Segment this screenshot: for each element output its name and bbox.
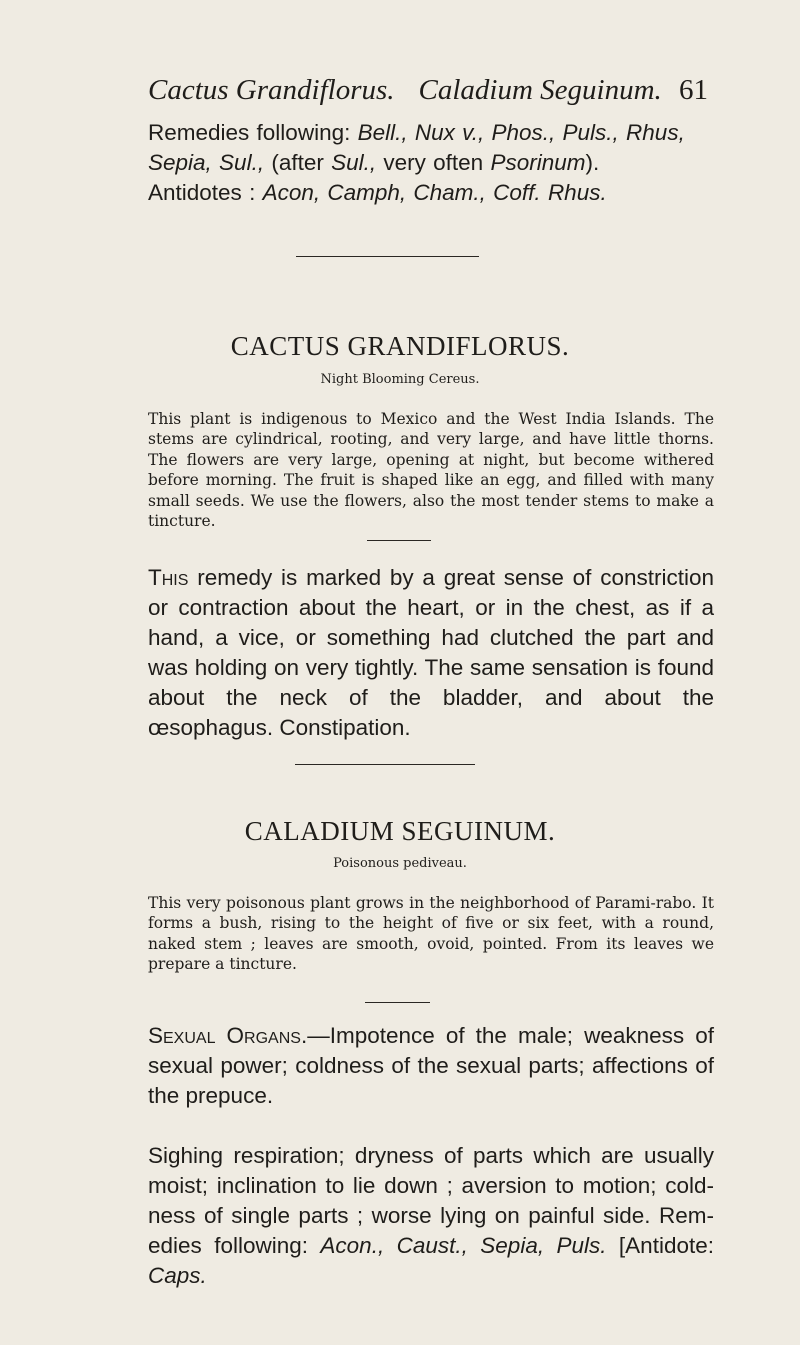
section-divider	[296, 256, 479, 257]
remedies-paragraph	[148, 118, 714, 208]
remedies-label: Remedies following:	[148, 120, 358, 145]
caladium-description: This very poisonous plant grows in the neighborhood of Parami-rabo. It forms a bush, rising to the height of five or six feet, with a round, naked stem ; leaves are smooth, ovoid, pointed. From its leaves we prepare a tincture.	[148, 894, 714, 974]
running-title-cactus: Cactus Grandiflorus.	[148, 74, 395, 106]
short-divider	[365, 1002, 430, 1003]
sexual-organs-paragraph	[148, 1021, 714, 1111]
running-title-caladium: Caladium Seguinum.	[418, 74, 662, 106]
antidotes-list: Acon, Camph, Cham., Coff. Rhus.	[262, 180, 607, 205]
cactus-description: This plant is indigenous to Mexico and the West India Islands. The stems are cylindrical, rooting, and very large, and have little thorns. The flowers are very large, opening at night, but become withered before morning. The fruit is shaped like an egg, and filled with many small seeds. We use the flowers, also the most tender stems to make a tincture.	[148, 410, 714, 531]
antidote-item: Caps.	[148, 1263, 207, 1288]
cactus-title: CACTUS GRANDIFLORUS.	[230, 331, 570, 361]
cactus-subtitle: Night Blooming Cereus.	[320, 372, 480, 387]
sexual-organs-text: —Impotence of the male; weakness of sexual power; coldness of the sexual parts; affections of the prepuce.	[148, 1023, 714, 1108]
sexual-organs-heading: Sexual Organs.	[148, 1023, 308, 1048]
remedies-psorinum: Psorinum	[490, 150, 586, 175]
remedies-mid: very often	[376, 150, 491, 175]
antidotes-label: Antidotes :	[148, 180, 263, 205]
sighing-text: Sighing respiration; dryness of parts which are usually moist; inclination to lie down ; aversion to motion; cold-ness of single parts ; worse lying on painful side. Rem-edies following:	[148, 1143, 714, 1258]
running-header	[148, 74, 708, 107]
cactus-symptoms	[148, 563, 714, 743]
running-title	[148, 74, 662, 107]
sighing-paragraph	[148, 1141, 714, 1291]
remedies-close: ).	[585, 150, 600, 175]
symptoms-lead: This	[148, 565, 189, 590]
page-number: 61	[679, 74, 708, 106]
caladium-remedies-list: Acon., Caust., Sepia, Puls.	[320, 1233, 607, 1258]
section-divider	[295, 764, 475, 765]
caladium-title: CALADIUM SEGUINUM.	[244, 816, 556, 846]
remedies-after-open: (after	[264, 150, 332, 175]
symptoms-text: remedy is marked by a great sense of constriction or contraction about the heart, or in the chest, as if a hand, a vice, or something had clutched the part and was holding on very tightly. The same sensation is found about the neck of the bladder, and about the œsophagus. Constipation.	[148, 565, 714, 740]
remedies-after-item: Sul.,	[331, 150, 377, 175]
short-divider	[367, 540, 431, 541]
caladium-subtitle: Poisonous pediveau.	[333, 856, 467, 871]
remedies-list: Bell., Nux v., Phos., Puls., Rhus, Sepia, Sul.,	[148, 120, 685, 175]
antidote-label: [Antidote:	[606, 1233, 714, 1258]
